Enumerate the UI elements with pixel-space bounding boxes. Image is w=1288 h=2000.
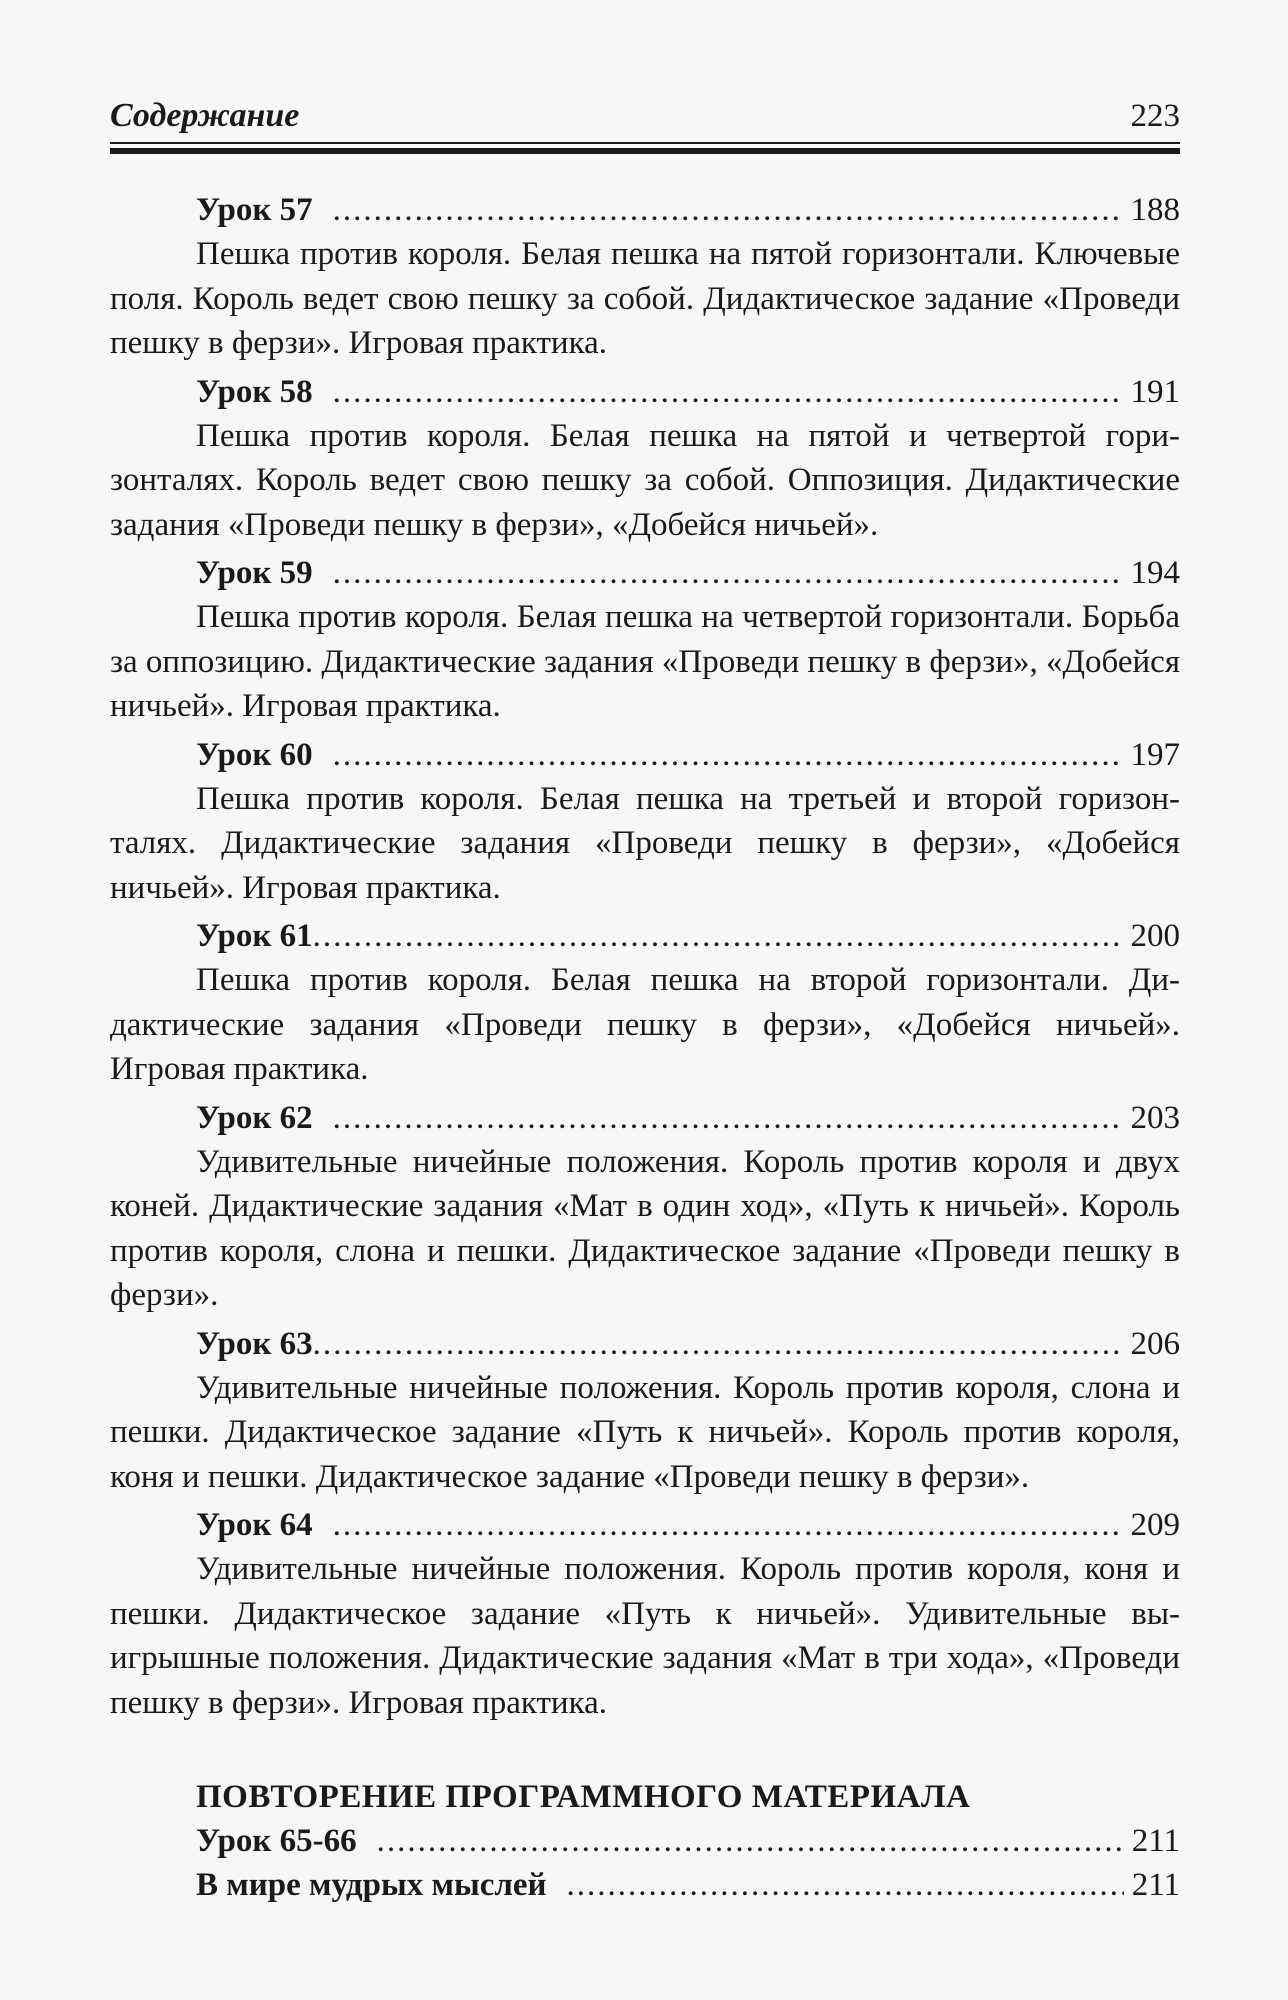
lesson-description: Пешка против короля. Белая пешка на второй горизонтали. Дидактические задания «Проведи пешку в ферзи», «Добейся ничьей». Игровая практика. — [110, 962, 1180, 1087]
toc-entry-line — [110, 188, 1180, 232]
toc-entry-line — [110, 370, 1180, 414]
lesson-page: 209 — [1130, 1507, 1180, 1543]
leader-dots — [333, 370, 1123, 414]
running-title: Содержание — [110, 97, 300, 134]
leader-dots — [567, 1863, 1124, 1907]
lesson-description: Пешка против короля. Белая пешка на третьей и второй горизонталях. Дидактические задания «Проведи пешку в ферзи», «Добейся ничьей». Игровая практика. — [110, 780, 1180, 906]
toc-entry-line — [110, 914, 1180, 958]
toc-entry-line — [110, 1322, 1180, 1366]
lesson-title: Урок 59 — [196, 555, 313, 591]
lesson-page: 200 — [1130, 918, 1180, 954]
lesson-page: 197 — [1130, 736, 1180, 773]
toc-entry-62 — [110, 1096, 1180, 1318]
lesson-title: Урок 62 — [196, 1099, 313, 1136]
lesson-title: Урок 61 — [196, 918, 313, 954]
table-of-contents — [110, 188, 1180, 1907]
lesson-page: 188 — [1130, 192, 1180, 228]
lesson-title: Урок 58 — [196, 373, 313, 410]
page-number: 223 — [1130, 98, 1180, 134]
lesson-page: 194 — [1130, 555, 1180, 591]
leader-dots — [313, 914, 1123, 958]
header-rule-thin — [110, 142, 1180, 144]
lesson-description: Удивительные ничейные положения. Король против короля и двух коней. Дидактические задания «Мат в один ход», «Путь к ничьей». Король против короля, слона и пешки. Дидактическое задание «Проведи пешку в ферзи». — [110, 1143, 1180, 1313]
toc-entry-line — [110, 1503, 1180, 1547]
leader-dots — [333, 1096, 1123, 1140]
lesson-title: В мире мудрых мыслей — [196, 1867, 547, 1903]
leader-dots — [377, 1819, 1124, 1863]
lesson-page: 206 — [1130, 1325, 1180, 1362]
toc-entry-59 — [110, 551, 1180, 729]
leader-dots — [333, 188, 1123, 232]
toc-entry-line — [110, 733, 1180, 777]
toc-entry-63 — [110, 1322, 1180, 1500]
toc-entry-line — [110, 551, 1180, 595]
lesson-description: Удивительные ничейные положения. Король против короля, коня и пешки. Дидактическое задание «Путь к ничьей». Удивительные выигрышные положения. Дидактические задания «Мат в три хода», «Проведи пешку в ферзи». Игровая практика. — [110, 1551, 1180, 1721]
toc-entry-61 — [110, 914, 1180, 1092]
lesson-description: Удивительные ничейные положения. Король против короля, слона и пешки. Дидактическое задание «Путь к ничьей». Король против короля, коня и пешки. Дидактическое задание «Проведи пешку в ферзи». — [110, 1369, 1180, 1495]
lesson-page: 191 — [1130, 373, 1180, 410]
book-page — [110, 90, 1180, 1907]
header-rule-thick — [110, 148, 1180, 154]
leader-dots — [333, 733, 1123, 777]
lesson-title: Урок 65-66 — [196, 1823, 357, 1859]
lesson-page: 211 — [1131, 1867, 1180, 1903]
lesson-description: Пешка против короля. Белая пешка на четвертой горизонтали. Борьба за оппозицию. Дидактические задания «Проведи пешку в ферзи», «Добейся ничьей». Игровая практика. — [110, 599, 1181, 724]
lesson-page: 211 — [1131, 1823, 1180, 1859]
lesson-title: Урок 57 — [196, 192, 313, 228]
toc-entry-57 — [110, 188, 1180, 366]
leader-dots — [333, 1503, 1123, 1547]
toc-entry-line — [110, 1096, 1180, 1140]
leader-dots — [313, 1322, 1123, 1366]
toc-entry-58 — [110, 370, 1180, 548]
toc-entry-wise-thoughts — [110, 1863, 1180, 1907]
lesson-title: Урок 60 — [196, 736, 313, 773]
lesson-description: Пешка против короля. Белая пешка на пятой горизонтали. Ключевые поля. Король ведет свою пешку за собой. Дидактическое задание «Проведи пешку в ферзи». Игровая практика. — [110, 236, 1180, 361]
toc-entry-64 — [110, 1503, 1180, 1725]
leader-dots — [333, 551, 1123, 595]
lesson-title: Урок 63 — [196, 1325, 313, 1362]
lesson-title: Урок 64 — [196, 1507, 313, 1543]
lesson-description: Пешка против короля. Белая пешка на пятой и четвертой горизонталях. Король ведет свою пешку за собой. Оппозиция. Дидактические задания «Проведи пешку в ферзи», «Добейся ничьей». — [110, 417, 1180, 543]
running-header — [110, 90, 1180, 136]
toc-entry-60 — [110, 733, 1180, 911]
section-heading: ПОВТОРЕНИЕ ПРОГРАММНОГО МАТЕРИАЛА — [196, 1779, 971, 1815]
toc-entry-65-66 — [110, 1819, 1180, 1863]
lesson-page: 203 — [1130, 1099, 1180, 1136]
